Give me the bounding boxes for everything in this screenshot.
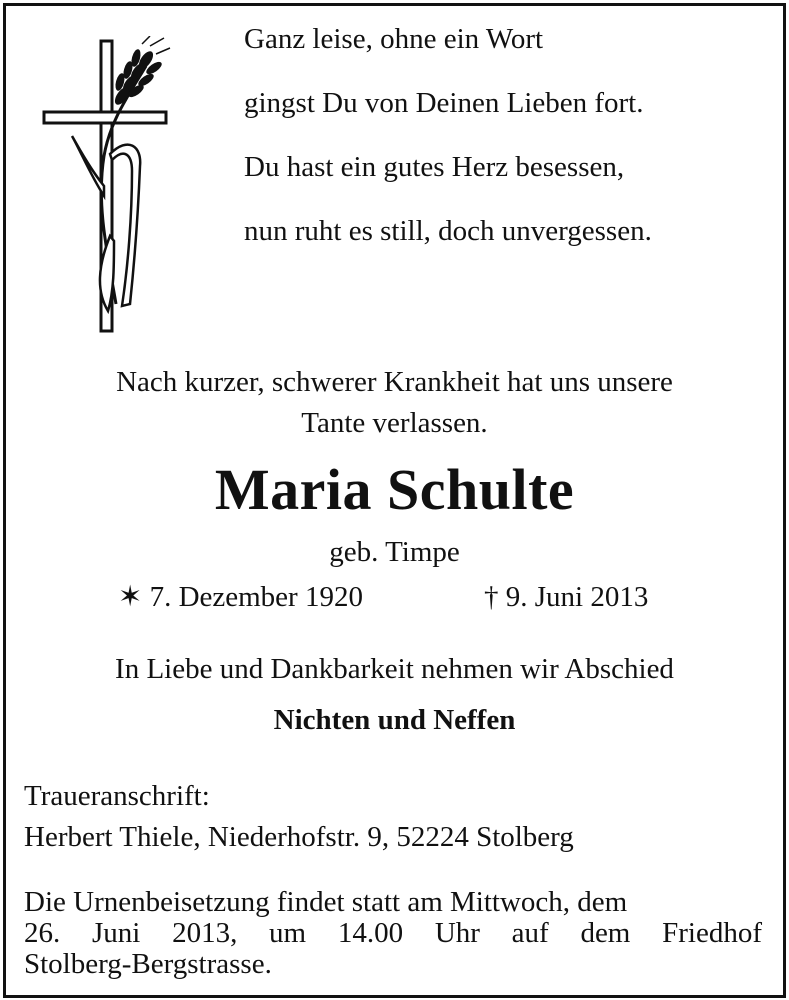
poem-line: Ganz leise, ohne ein Wort [244,23,544,55]
mourning-address [24,776,574,858]
poem-line: Du hast ein gutes Herz besessen, [244,151,625,183]
intro-line-2: Tante verlassen. [301,407,488,439]
burial-word: dem [580,917,631,949]
burial-line-1: Die Urnenbeisetzung findet statt am Mittwoch, dem [24,886,628,918]
death-date [484,577,648,617]
burial-line-2 [24,918,762,949]
burial-notice [24,887,762,980]
cross-with-wheat-icon [38,36,173,336]
intro-line-1: Nach kurzer, schwerer Krankheit hat uns unsere [116,366,673,398]
burial-word: um [269,917,307,949]
burial-word: auf [511,917,549,949]
burial-word: 26. [24,917,61,949]
farewell-text: In Liebe und Dankbarkeit nehmen wir Abschied [115,653,674,685]
burial-line-3: Stolberg-Bergstrasse. [24,948,272,980]
death-date-value: 9. Juni 2013 [505,581,649,613]
poem [244,22,764,278]
intro-text [6,362,783,444]
address-label: Traueranschrift: [24,780,210,812]
poem-line: gingst Du von Deinen Lieben fort. [244,87,644,119]
deceased-name: Maria Schulte [214,457,575,522]
burial-word: Friedhof [662,917,762,949]
maiden-name: geb. Timpe [329,536,460,568]
burial-word: 2013, [172,917,238,949]
address-value: Herbert Thiele, Niederhofstr. 9, 52224 Stolberg [24,821,574,853]
birth-date [118,577,363,617]
birth-star-icon: ✶ [118,581,143,613]
burial-word: 14.00 [337,917,404,949]
burial-word: Juni [91,917,141,949]
signers: Nichten und Neffen [273,704,516,736]
poem-line: nun ruht es still, doch unvergessen. [244,215,652,247]
birth-date-value: 7. Dezember 1920 [149,581,363,613]
death-cross-icon: † [484,581,499,613]
burial-word: Uhr [434,917,480,949]
